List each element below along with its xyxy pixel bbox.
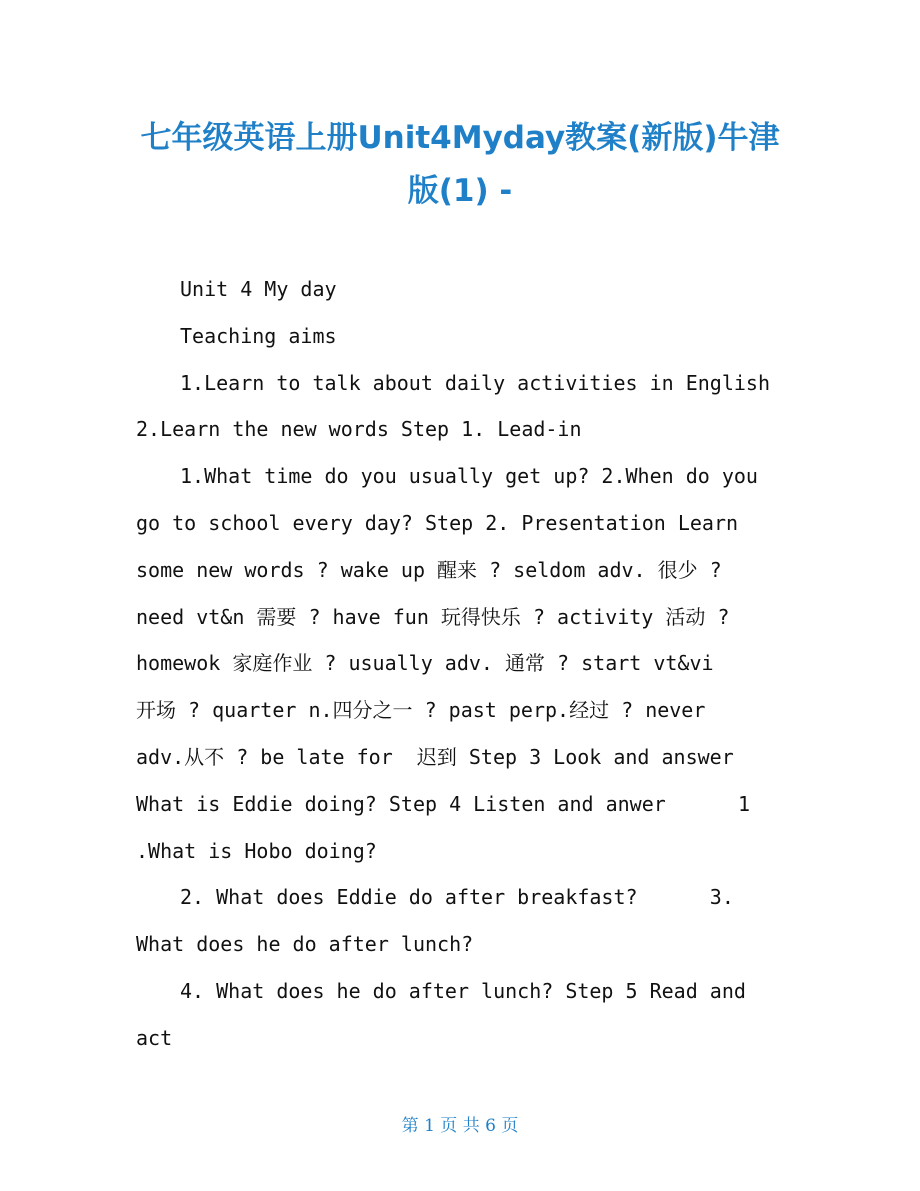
body-line: go to school every day? Step 2. Presentation Learn <box>136 510 739 535</box>
body-line: 2.Learn the new words Step 1. Lead-in <box>136 417 582 442</box>
body-line: act <box>136 1025 173 1050</box>
body-line: 4. What does he do after lunch? Step 5 Read and <box>180 978 746 1003</box>
body-line: .What is Hobo doing? <box>136 838 377 863</box>
body-line: homewok 家庭作业 ? usually adv. 通常 ? start vt&vi <box>136 651 714 676</box>
body-line: some new words ? wake up 醒来 ? seldom adv. 很少 ? <box>136 557 722 582</box>
document-title <box>120 112 800 218</box>
body-line: 开场 ? quarter n.四分之一 ? past perp.经过 ? never <box>136 698 706 723</box>
title-line-1: 七年级英语上册Unit4Myday教案(新版)牛津 <box>140 120 780 156</box>
body-line: 1.Learn to talk about daily activities in English <box>180 370 771 395</box>
body-line: 2. What does Eddie do after breakfast? 3. <box>180 885 734 910</box>
body-line: Teaching aims <box>180 323 337 348</box>
document-body <box>136 266 776 1062</box>
body-line: What does he do after lunch? <box>136 932 474 957</box>
body-line: 1.What time do you usually get up? 2.When do you <box>180 464 758 489</box>
body-line: What is Eddie doing? Step 4 Listen and anwer 1 <box>136 791 751 816</box>
page-footer: 第 1 页 共 6 页 <box>401 1116 519 1136</box>
body-line: need vt&n 需要 ? have fun 玩得快乐 ? activity 活动 ? <box>136 604 730 629</box>
title-line-2: 版(1) - <box>407 173 513 209</box>
body-line: adv.从不 ? be late for 迟到 Step 3 Look and answer <box>136 744 734 769</box>
body-line: Unit 4 My day <box>180 277 337 301</box>
